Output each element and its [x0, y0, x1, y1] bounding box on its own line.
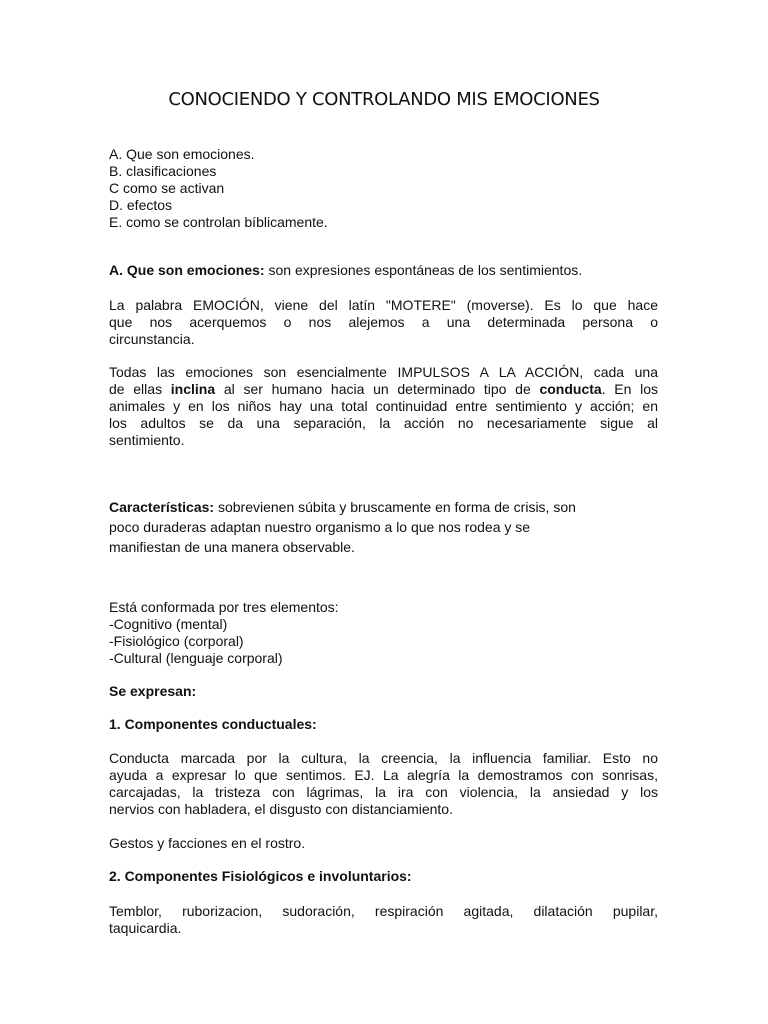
paragraph-line: Temblor, ruborizacion, sudoración, respiración agitada, dilatación pupilar, — [109, 903, 658, 919]
emphasis-conducta: conducta — [539, 381, 602, 397]
paragraph-line: Todas las emociones son esencialmente IMPULSOS A LA ACCIÓN, cada una — [109, 364, 658, 380]
elements-item: -Cognitivo (mental) — [109, 616, 228, 632]
paragraph-line: que nos acerquemos o nos alejemos a una determinada persona o — [109, 314, 658, 330]
outline-item-b: B. clasificaciones — [109, 163, 217, 179]
paragraph-impulses — [109, 364, 658, 449]
paragraph-line: circunstancia. — [109, 331, 195, 347]
paragraph-line: los adultos se da una separación, la acción no necesariamente sigue al — [109, 415, 658, 431]
paragraph-line: sentimiento. — [109, 432, 185, 448]
paragraph-line: animales y en los niños hay una total continuidad entre sentimiento y acción; en — [109, 398, 658, 414]
characteristics-text: manifiestan de una manera observable. — [109, 539, 355, 555]
elements-item: -Fisiológico (corporal) — [109, 633, 244, 649]
characteristics-label: Características: — [109, 499, 215, 515]
gestures-block — [109, 835, 658, 852]
document-title: CONOCIENDO Y CONTROLANDO MIS EMOCIONES — [168, 89, 600, 110]
elements-list — [109, 599, 658, 667]
characteristics-text: poco duraderas adaptan nuestro organismo a lo que nos rodea y se — [109, 519, 531, 535]
paragraph-line: La palabra EMOCIÓN, viene del latín "MOTERE" (moverse). Es lo que hace — [109, 297, 658, 313]
expressed-heading: Se expresan: — [109, 683, 197, 699]
outline-item-a: A. Que son emociones. — [109, 146, 255, 162]
section-a-definition: son expresiones espontáneas de los sentimientos. — [268, 262, 583, 278]
emphasis-inclina: inclina — [170, 381, 216, 397]
paragraph-line: carcajadas, la tristeza con lágrimas, la ira con violencia, la ansiedad y los — [109, 784, 658, 800]
paragraph-line: nervios con habladera, el disgusto con distanciamiento. — [109, 801, 453, 817]
component2-heading: 2. Componentes Fisiológicos e involuntarios: — [109, 868, 412, 884]
section-a — [109, 262, 658, 279]
outline-item-d: D. efectos — [109, 197, 173, 213]
gestures-text: Gestos y facciones en el rostro. — [109, 835, 306, 851]
paragraph-line: Conducta marcada por la cultura, la creencia, la influencia familiar. Esto no — [109, 750, 658, 766]
elements-intro: Está conformada por tres elementos: — [109, 599, 339, 615]
paragraph-line-mixed: de ellas inclina al ser humano hacia un determinado tipo de conducta. En los — [109, 381, 659, 397]
outline-item-c: C como se activan — [109, 180, 225, 196]
paragraph-line: taquicardia. — [109, 920, 182, 936]
characteristics-text: sobrevienen súbita y bruscamente en forma de crisis, son — [217, 499, 576, 515]
component2-paragraph — [109, 903, 658, 937]
expressed-heading-block — [109, 683, 658, 700]
component1-paragraph — [109, 750, 658, 818]
paragraph-line: ayuda a expresar lo que sentimos. EJ. La alegría la demostramos con sonrisas, — [109, 767, 658, 783]
component2-heading-block — [109, 868, 658, 885]
section-a-heading: A. Que son emociones: — [109, 262, 265, 278]
outline-list — [109, 146, 658, 231]
outline-item-e: E. como se controlan bíblicamente. — [109, 214, 328, 230]
paragraph-etymology — [109, 297, 658, 348]
component1-heading: 1. Componentes conductuales: — [109, 716, 317, 732]
characteristics — [109, 497, 658, 557]
elements-item: -Cultural (lenguaje corporal) — [109, 650, 283, 666]
component1-heading-block — [109, 716, 658, 733]
